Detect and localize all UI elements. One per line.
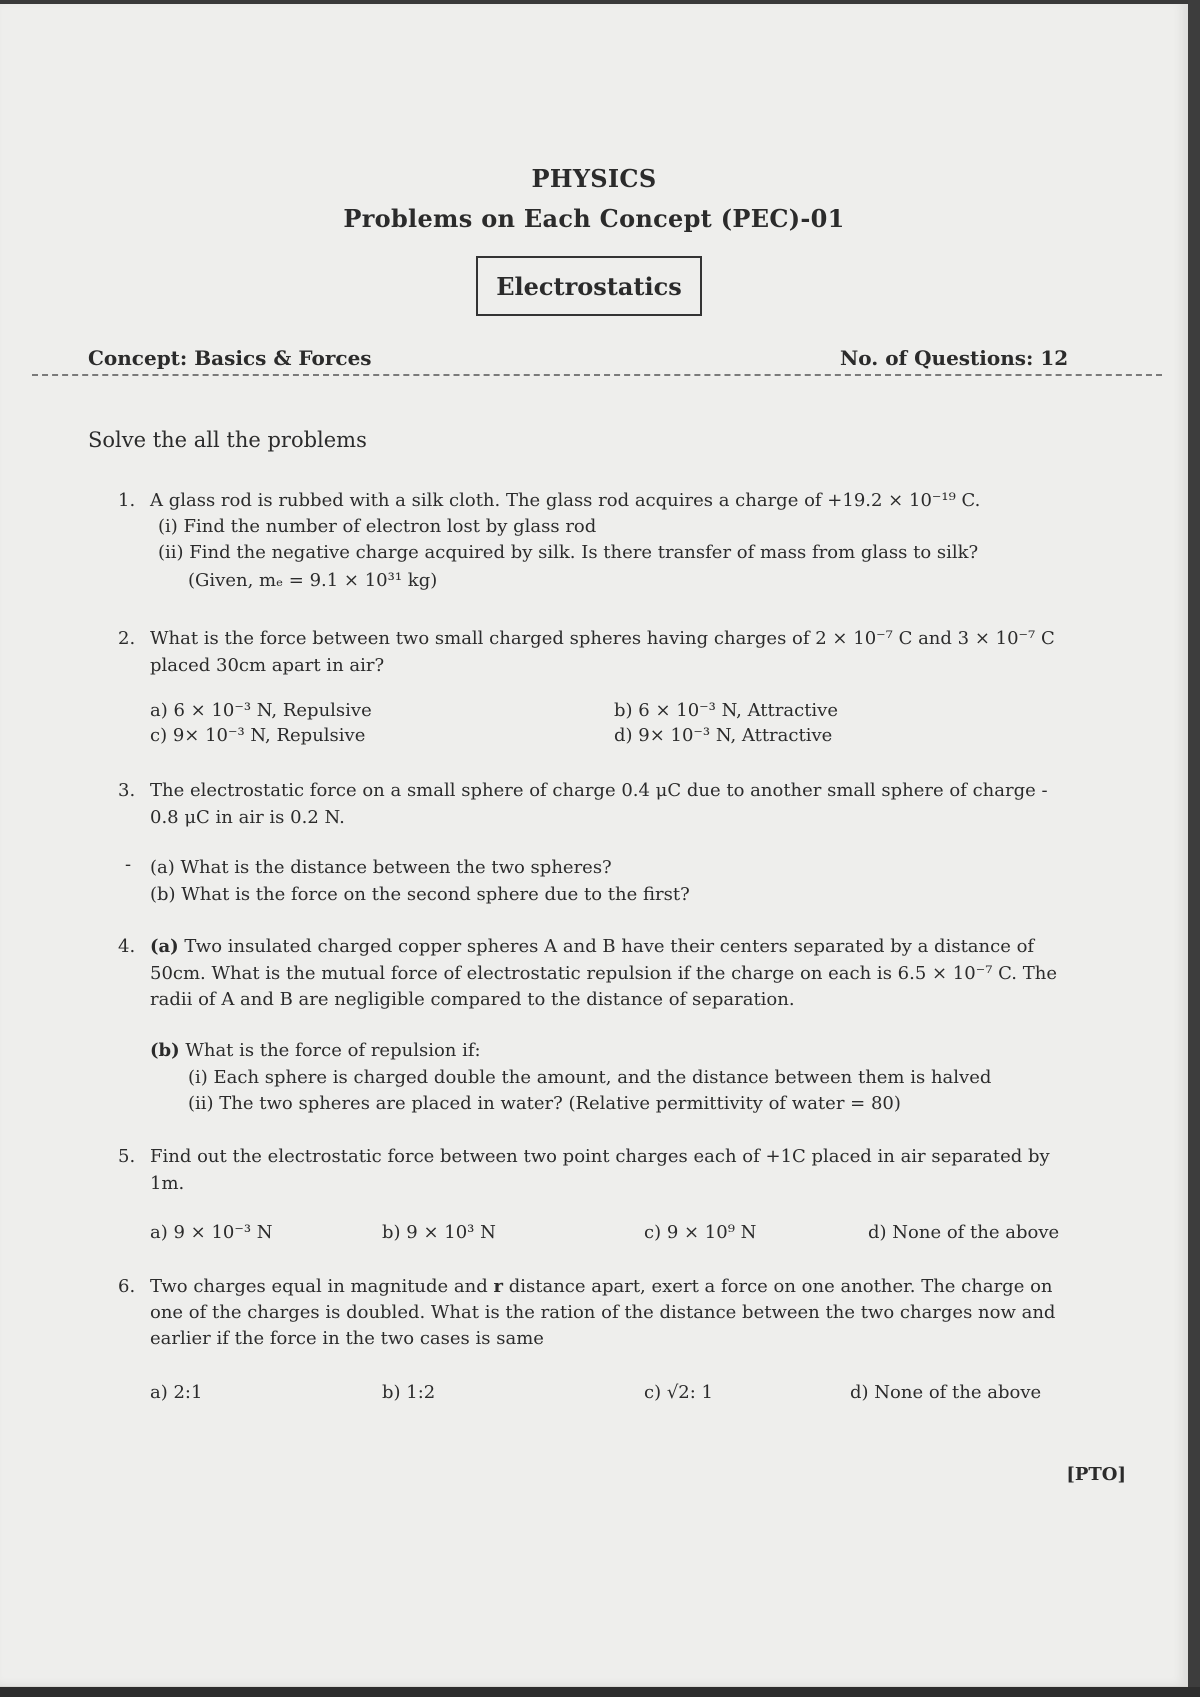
q4-part-b-i: (i) Each sphere is charged double the amount, and the distance between them is halved — [188, 1067, 992, 1088]
topic-box — [476, 256, 702, 316]
question-text: distance apart, exert a force on one another. The charge on — [502, 1276, 1053, 1297]
q5-option-a: a) 9 × 10⁻³ N — [150, 1222, 273, 1243]
topic-title: Electrostatics — [496, 271, 682, 301]
question-text: What is the force between two small charged spheres having charges of 2 × 10⁻⁷ C and 3 × 10⁻⁷ C — [150, 628, 1055, 649]
scan-top-edge — [0, 0, 1200, 4]
question-number: 4. — [118, 936, 136, 957]
q4-part-b — [150, 1038, 481, 1064]
distance-symbol: r — [493, 1276, 503, 1297]
q2-option-d: d) 9× 10⁻³ N, Attractive — [614, 725, 833, 746]
scan-bottom-edge — [0, 1687, 1200, 1697]
question-number: 3. — [118, 780, 136, 801]
q2-option-b: b) 6 × 10⁻³ N, Attractive — [614, 700, 839, 721]
question-text: The electrostatic force on a small sphere of charge 0.4 μC due to another small sphere of charge - — [150, 780, 1048, 801]
q6-option-d: d) None of the above — [850, 1382, 1042, 1403]
question-number: 2. — [118, 628, 136, 649]
q3-part-b: (b) What is the force on the second sphere due to the first? — [150, 884, 690, 905]
question-text-cont: 1m. — [150, 1173, 185, 1194]
series-title: Problems on Each Concept (PEC)-01 — [343, 204, 845, 233]
q2-option-c: c) 9× 10⁻³ N, Repulsive — [150, 725, 366, 746]
q5-option-c: c) 9 × 10⁹ N — [644, 1222, 757, 1243]
question-text: Two insulated charged copper spheres A and B have their centers separated by a distance of — [178, 936, 1035, 957]
dashed-divider — [32, 374, 1162, 376]
question-number: 1. — [118, 490, 136, 511]
please-turn-over: [PTO] — [1066, 1464, 1126, 1485]
q4-part-b-ii: (ii) The two spheres are placed in water? (Relative permittivity of water = 80) — [188, 1093, 901, 1114]
q1-part-ii: (ii) Find the negative charge acquired by silk. Is there transfer of mass from glass to silk? — [158, 542, 979, 563]
q4-part-b-label: (b) — [150, 1040, 180, 1061]
question-number: 5. — [118, 1146, 136, 1167]
q5-option-b: b) 9 × 10³ N — [382, 1222, 496, 1243]
question-number: 6. — [118, 1276, 136, 1297]
q5-option-d: d) None of the above — [868, 1222, 1060, 1243]
question-count: No. of Questions: 12 — [840, 346, 1069, 370]
question-text-cont: 0.8 μC in air is 0.2 N. — [150, 807, 345, 828]
q4-part-a-label: (a) — [150, 936, 179, 957]
question-text: Two charges equal in magnitude and — [150, 1276, 494, 1297]
q6-option-b: b) 1:2 — [382, 1382, 436, 1403]
subject-title: PHYSICS — [531, 164, 657, 193]
q3-part-a: (a) What is the distance between the two spheres? — [150, 857, 612, 878]
question-text: Find out the electrostatic force between two point charges each of +1C placed in air separated by — [150, 1146, 1050, 1167]
concept-label: Concept: Basics & Forces — [88, 346, 372, 370]
scan-right-edge — [1188, 0, 1200, 1697]
q1-part-i: (i) Find the number of electron lost by glass rod — [158, 516, 597, 537]
stray-mark: - — [125, 854, 132, 875]
question-text-cont: radii of A and B are negligible compared to the distance of separation. — [150, 989, 795, 1010]
question-text: A glass rod is rubbed with a silk cloth. The glass rod acquires a charge of +19.2 × 10⁻¹⁹ C. — [150, 490, 981, 511]
q6-option-a: a) 2:1 — [150, 1382, 203, 1403]
question-text-cont: one of the charges is doubled. What is the ration of the distance between the two charges now and — [150, 1302, 1056, 1323]
question-text-cont: 50cm. What is the mutual force of electrostatic repulsion if the charge on each is 6.5 × 10⁻⁷ C. The — [150, 963, 1057, 984]
question-text-cont: earlier if the force in the two cases is same — [150, 1328, 544, 1349]
question-text-cont: placed 30cm apart in air? — [150, 655, 385, 676]
instructions: Solve the all the problems — [88, 428, 367, 452]
q6-option-c: c) √2: 1 — [644, 1382, 713, 1403]
q4-part-b-text: What is the force of repulsion if: — [179, 1040, 481, 1061]
q2-option-a: a) 6 × 10⁻³ N, Repulsive — [150, 700, 372, 721]
q1-given: (Given, mₑ = 9.1 × 10³¹ kg) — [188, 570, 438, 591]
